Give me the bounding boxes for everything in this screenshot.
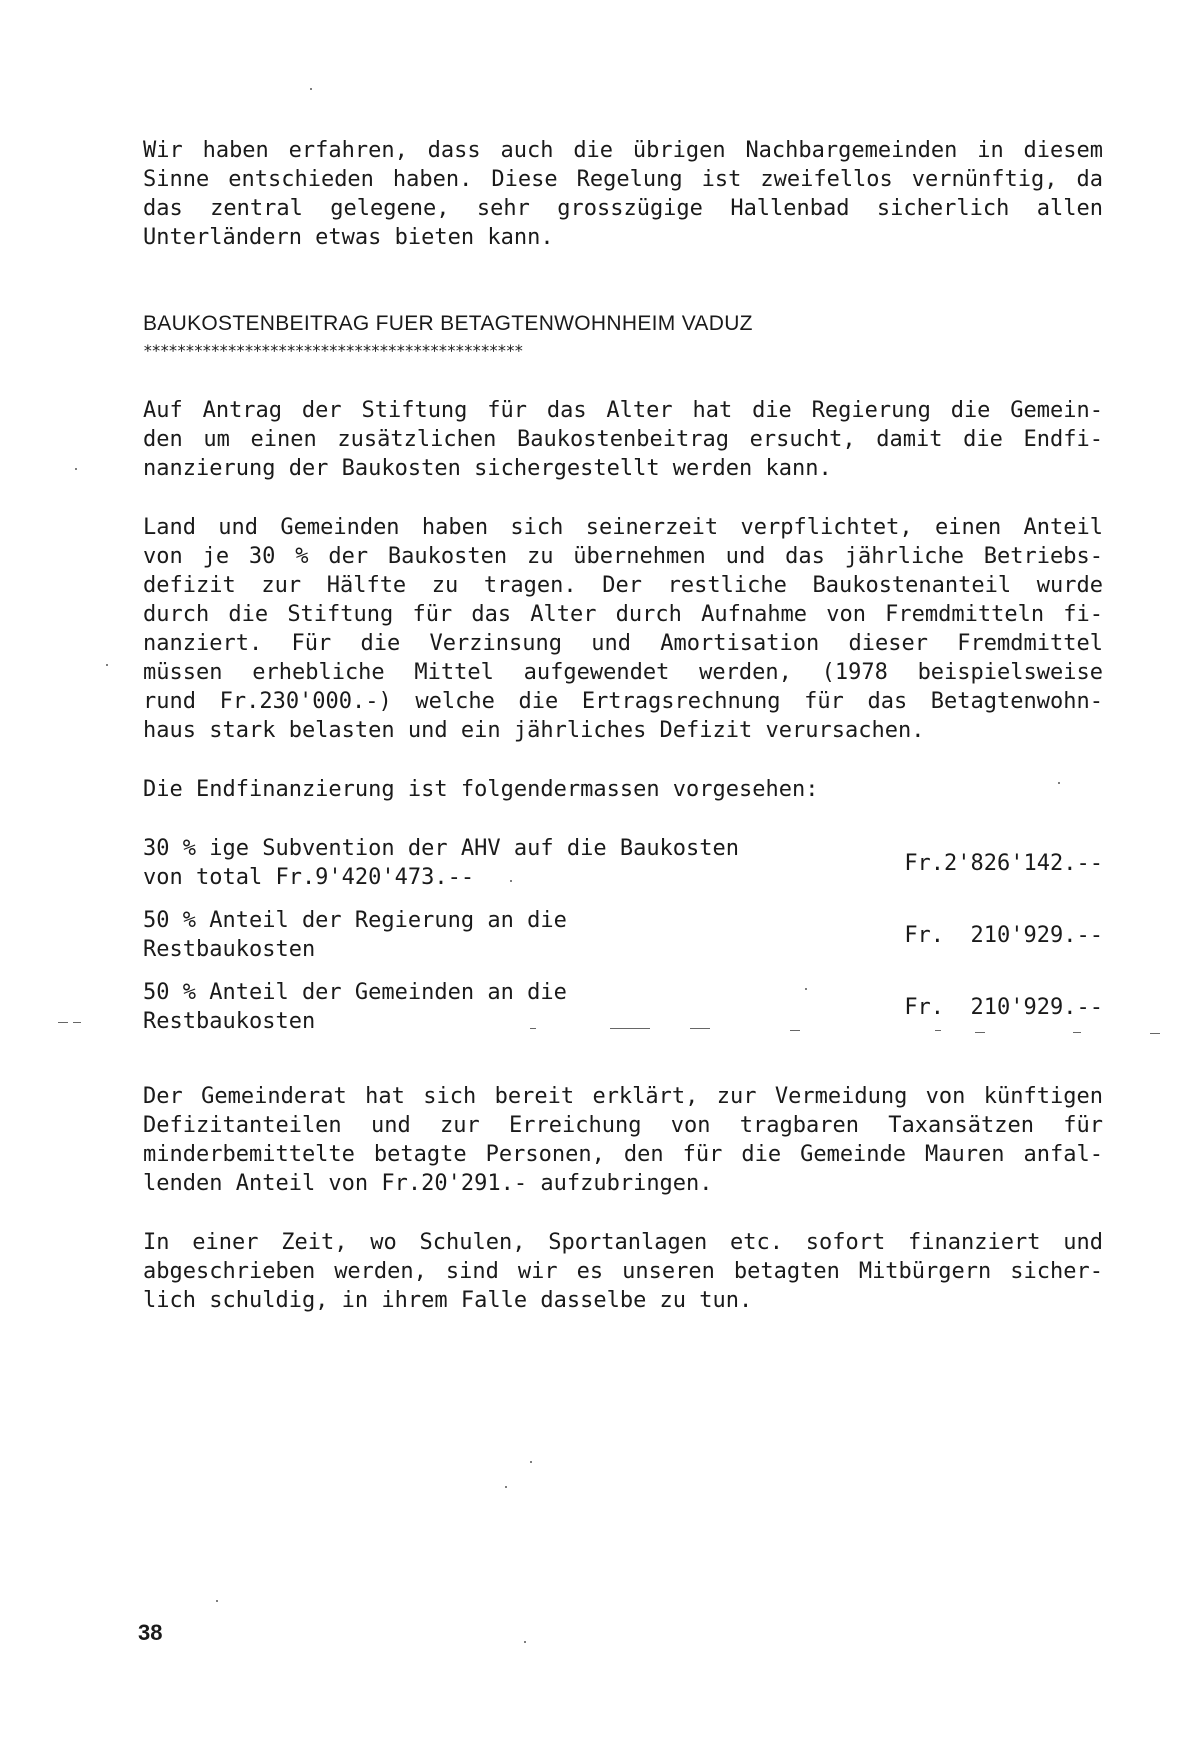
scan-speck [106,664,108,666]
text-line: Auf Antrag der Stiftung für das Alter hat die Regierung die Gemein- [143,398,1103,423]
text-line: defizit zur Hälfte zu tragen. Der restliche Baukostenanteil wurde [143,573,1103,598]
paragraph-neighbouring-communities [143,136,1103,252]
text-line: den um einen zusätzlichen Baukostenbeitrag ersucht, damit die Endfi- [143,427,1103,452]
scan-dash [1150,1033,1160,1034]
scan-dash [73,1022,81,1023]
scan-speck [505,1486,507,1488]
scan-speck [510,880,512,882]
paragraph-obligations [143,513,1103,745]
text-line: abgeschrieben werden, sind wir es unseren betagten Mitbürgern sicher- [143,1259,1103,1284]
text-line: Land und Gemeinden haben sich seinerzeit verpflichtet, einen Anteil [143,515,1103,540]
text-line: Der Gemeinderat hat sich bereit erklärt, zur Vermeidung von künftigen [143,1084,1103,1109]
text-line: lich schuldig, in ihrem Falle dasselbe zu tun. [143,1288,753,1313]
text-line: rund Fr.230'000.-) welche die Ertragsrechnung für das Betagtenwohn- [143,689,1103,714]
text-line: müssen erhebliche Mittel aufgewendet werden, (1978 beispielsweise [143,660,1103,685]
scan-speck [805,988,807,990]
scan-speck [216,1600,218,1602]
financing-label: 50 % Anteil der Regierung an die [143,908,567,933]
scan-dash [610,1028,650,1029]
scan-dash [1073,1032,1081,1033]
paragraph-conclusion [143,1228,1103,1315]
scan-dash [975,1032,985,1033]
page-number: 38 [138,1620,163,1645]
financing-amount: Fr. 210'929.-- [904,923,1103,948]
text-line: das zentral gelegene, sehr grosszügige Hallenbad sicherlich allen [143,196,1103,221]
paragraph-council-decision [143,1082,1103,1198]
text-line: lenden Anteil von Fr.20'291.- aufzubringen. [143,1171,713,1196]
scan-dash [58,1022,68,1023]
financing-label: 50 % Anteil der Gemeinden an die [143,980,567,1005]
scan-speck [75,468,77,470]
financing-label: 30 % ige Subvention der AHV auf die Baukosten [143,836,740,861]
paragraph-request [143,396,1103,483]
text-line: durch die Stiftung für das Alter durch Aufnahme von Fremdmitteln fi- [143,602,1103,627]
text-line: von je 30 % der Baukosten zu übernehmen und das jährliche Betriebs- [143,544,1103,569]
section-heading: BAUKOSTENBEITRAG FUER BETAGTENWOHNHEIM VADUZ [143,312,753,335]
scan-speck [310,88,312,90]
scan-dash [790,1030,800,1031]
financing-label: Restbaukosten [143,937,316,962]
financing-amount: Fr.2'826'142.-- [904,851,1103,876]
financing-label: Restbaukosten [143,1009,316,1034]
text-line: Sinne entschieden haben. Diese Regelung ist zweifellos vernünftig, da [143,167,1103,192]
text-line: haus stark belasten und ein jährliches Defizit verursachen. [143,718,925,743]
text-line: Defizitanteilen und zur Erreichung von tragbaren Taxansätzen für [143,1113,1103,1138]
paragraph-financing-intro [143,775,1103,804]
scan-dash [690,1028,710,1029]
scan-speck [524,1641,526,1643]
text-line: In einer Zeit, wo Schulen, Sportanlagen etc. sofort finanziert und [143,1230,1103,1255]
scan-dash [530,1028,536,1029]
text-line: Wir haben erfahren, dass auch die übrigen Nachbargemeinden in diesem [143,138,1103,163]
financing-row-government [143,906,1103,964]
text-line: minderbemittelte betagte Personen, den für die Gemeinde Mauren anfal- [143,1142,1103,1167]
heading-underline: ********************************************* [143,341,523,360]
financing-row-ahv [143,834,1103,892]
text-line: Die Endfinanzierung ist folgendermassen vorgesehen: [143,777,819,802]
scan-speck [1058,782,1060,784]
text-line: nanziert. Für die Verzinsung und Amortisation dieser Fremdmittel [143,631,1103,656]
text-line: nanzierung der Baukosten sichergestellt werden kann. [143,456,832,481]
scan-dash [935,1030,941,1031]
scan-speck [530,1461,532,1463]
financing-label: von total Fr.9'420'473.-- [143,865,475,890]
financing-amount: Fr. 210'929.-- [904,995,1103,1020]
text-line: Unterländern etwas bieten kann. [143,225,554,250]
